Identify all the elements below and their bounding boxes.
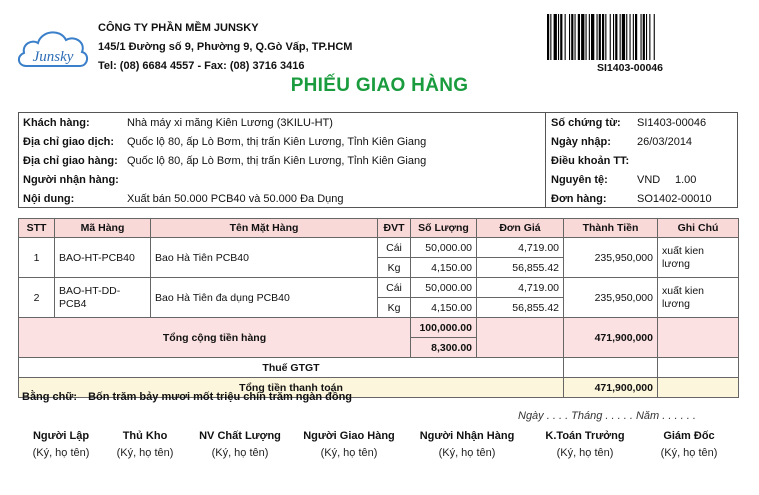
date-value: 26/03/2014 [637,136,693,148]
signature-block [90,430,200,459]
row-stt: 2 [19,278,55,318]
barcode-bar [633,14,634,60]
barcode-bar [550,14,551,60]
signature-sub: (Ký, họ tên) [438,447,496,459]
subtotal-qty: 100,000.00 [411,318,477,338]
subtotal-amount: 471,900,000 [564,318,658,358]
trade-address-row [23,136,427,148]
col-note: Ghi Chú [658,219,739,238]
trade-address-value: Quốc lộ 80, ấp Lò Bơm, thị trấn Kiên Lương, Tỉnh Kiên Giang [127,136,427,148]
vat-amount [564,358,658,378]
row-price: 4,719.00 [477,238,564,258]
row-price: 4,719.00 [477,278,564,298]
col-code: Mã Hàng [55,219,151,238]
barcode-bar [586,14,587,60]
col-unit: ĐVT [378,219,411,238]
row-note: xuất kien lương [658,238,739,278]
barcode-bar [581,14,584,60]
row-qty: 50,000.00 [411,238,477,258]
in-words-value: Bốn trăm bảy mươi mốt triệu chín trăm ngàn đồng [88,391,353,403]
signature-title: Người Lập [32,430,90,442]
row-code: BAO-HT-DD-PCB4 [55,278,151,318]
signature-title: Giám Đốc [663,430,715,442]
subtotal-weight: 8,300.00 [411,338,477,358]
barcode-bar [591,14,594,60]
row-unit: Kg [378,298,411,318]
amount-in-words [22,391,352,403]
col-price: Đơn Giá [477,219,564,238]
subtotal-row [19,318,739,338]
signature-block [294,430,404,459]
barcode-bar [602,14,604,60]
barcode-bar [635,14,637,60]
terms-label: Điều khoản TT: [551,155,630,167]
currency-value: VND [637,174,661,186]
total-label: Tổng tiền thanh toán [19,378,564,398]
row-unit: Cái [378,238,411,258]
vat-label: Thuế GTGT [19,358,564,378]
currency-row [551,174,697,186]
barcode-bar [620,14,621,60]
barcode-bar [547,14,549,60]
barcode-bar [569,14,570,60]
barcode-bar [626,14,627,60]
barcode-bar [571,14,573,60]
col-qty: Số Lượng [411,219,477,238]
barcode-bar [558,14,559,60]
row-note: xuất kien lương [658,278,739,318]
row-amount: 235,950,000 [564,238,658,278]
barcode-bar [610,14,611,60]
row-code: BAO-HT-PCB40 [55,238,151,278]
info-box [18,112,738,208]
terms-row [551,155,629,167]
order-label: Đơn hàng: [551,193,607,205]
date-row [551,136,693,148]
signature-sub: (Ký, họ tên) [660,447,718,459]
signature-sub: (Ký, họ tên) [211,447,269,459]
row-price: 56,855.42 [477,258,564,278]
voucher-value: SI1403-00046 [637,117,707,129]
customer-value: Nhà máy xi măng Kiên Lương (3KILU-HT) [127,117,333,129]
barcode-bar [599,14,601,60]
row-name: Bao Hà Tiên PCB40 [151,238,378,278]
barcode-bar [554,14,557,60]
subtotal-price-empty [477,318,564,358]
signature-block [412,430,522,459]
barcode-bar [649,14,650,60]
company-info [98,19,352,76]
signature-sub: (Ký, họ tên) [320,447,378,459]
total-amount: 471,900,000 [564,378,658,398]
page-title: PHIẾU GIAO HÀNG [290,75,469,96]
barcode-bar [605,14,606,60]
signature-title: Người Giao Hàng [303,430,395,442]
vat-row [19,358,739,378]
signature-block [185,430,295,459]
barcode-code: SI1403-00046 [597,62,663,74]
company-name: CÔNG TY PHẦN MỀM JUNSKY [98,22,259,34]
subtotal-note-empty [658,318,739,358]
signature-title: Thủ Kho [122,430,168,442]
barcode-bar [615,14,617,60]
row-amount: 235,950,000 [564,278,658,318]
content-row [23,193,344,205]
signature-sub: (Ký, họ tên) [32,447,90,459]
row-qty: 50,000.00 [411,278,477,298]
info-divider [545,113,546,207]
company-contact: Tel: (08) 6684 4557 - Fax: (08) 3716 3416 [98,60,305,72]
barcode-bar [560,14,562,60]
signature-title: NV Chất Lượng [199,430,281,442]
col-amount: Thành Tiền [564,219,658,238]
row-price: 56,855.42 [477,298,564,318]
row-stt: 1 [19,238,55,278]
exchange-rate: 1.00 [675,174,697,186]
row-name: Bao Hà Tiên đa dụng PCB40 [151,278,378,318]
date-line: Ngày . . . . Tháng . . . . . Năm . . . . . . [518,410,696,422]
delivery-address-row [23,155,427,167]
signature-block [634,430,744,459]
barcode [545,14,715,60]
customer-label: Khách hàng: [23,117,90,129]
signature-sub: (Ký, họ tên) [116,447,174,459]
subtotal-label: Tổng cộng tiền hàng [19,318,411,358]
trade-address-label: Địa chỉ giao dịch: [23,136,115,148]
in-words-label: Bằng chữ: [22,391,78,403]
customer-row [23,117,333,129]
row-qty: 4,150.00 [411,258,477,278]
signature-title: K.Toán Trưởng [545,430,625,442]
barcode-bar [643,14,645,60]
content-label: Nội dung: [23,193,75,205]
barcode-bar [613,14,614,60]
barcode-bar [589,14,590,60]
col-stt: STT [19,219,55,238]
total-note-empty [658,378,739,398]
company-address: 145/1 Đường số 9, Phường 9, Q.Gò Vấp, TP.HCM [98,41,353,53]
receiver-label: Người nhận hàng: [23,174,119,186]
delivery-address-label: Địa chỉ giao hàng: [23,155,118,167]
barcode-bar [622,14,625,60]
vat-note-empty [658,358,739,378]
table-row [19,278,739,298]
barcode-bar [597,14,598,60]
delivery-address-value: Quốc lộ 80, ấp Lò Bơm, thị trấn Kiên Lương, Tỉnh Kiên Giang [127,155,427,167]
row-qty: 4,150.00 [411,298,477,318]
table-header-row [19,219,739,238]
barcode-bar [575,14,576,60]
barcode-bar [630,14,631,60]
items-table [18,218,739,398]
row-unit: Cái [378,278,411,298]
content-value: Xuất bán 50.000 PCB40 và 50.000 Đa Dụng [127,193,344,205]
order-row [551,193,712,205]
junsky-logo [16,22,90,72]
order-value: SO1402-00010 [637,193,712,205]
barcode-bar [578,14,580,60]
row-unit: Kg [378,258,411,278]
table-row [19,238,739,258]
signature-sub: (Ký, họ tên) [556,447,614,459]
date-label: Ngày nhập: [551,136,611,148]
currency-label: Nguyên tệ: [551,174,608,186]
signature-block [530,430,640,459]
barcode-bar [654,14,655,60]
barcode-bar [641,14,642,60]
signature-title: Người Nhận Hàng [419,430,515,442]
voucher-label: Số chứng từ: [551,117,621,129]
voucher-row [551,117,707,129]
barcode-bar [565,14,566,60]
logo-text: Junsky [32,49,74,65]
col-name: Tên Mặt Hàng [151,219,378,238]
barcode-bar [646,14,647,60]
receiver-row [23,174,119,186]
